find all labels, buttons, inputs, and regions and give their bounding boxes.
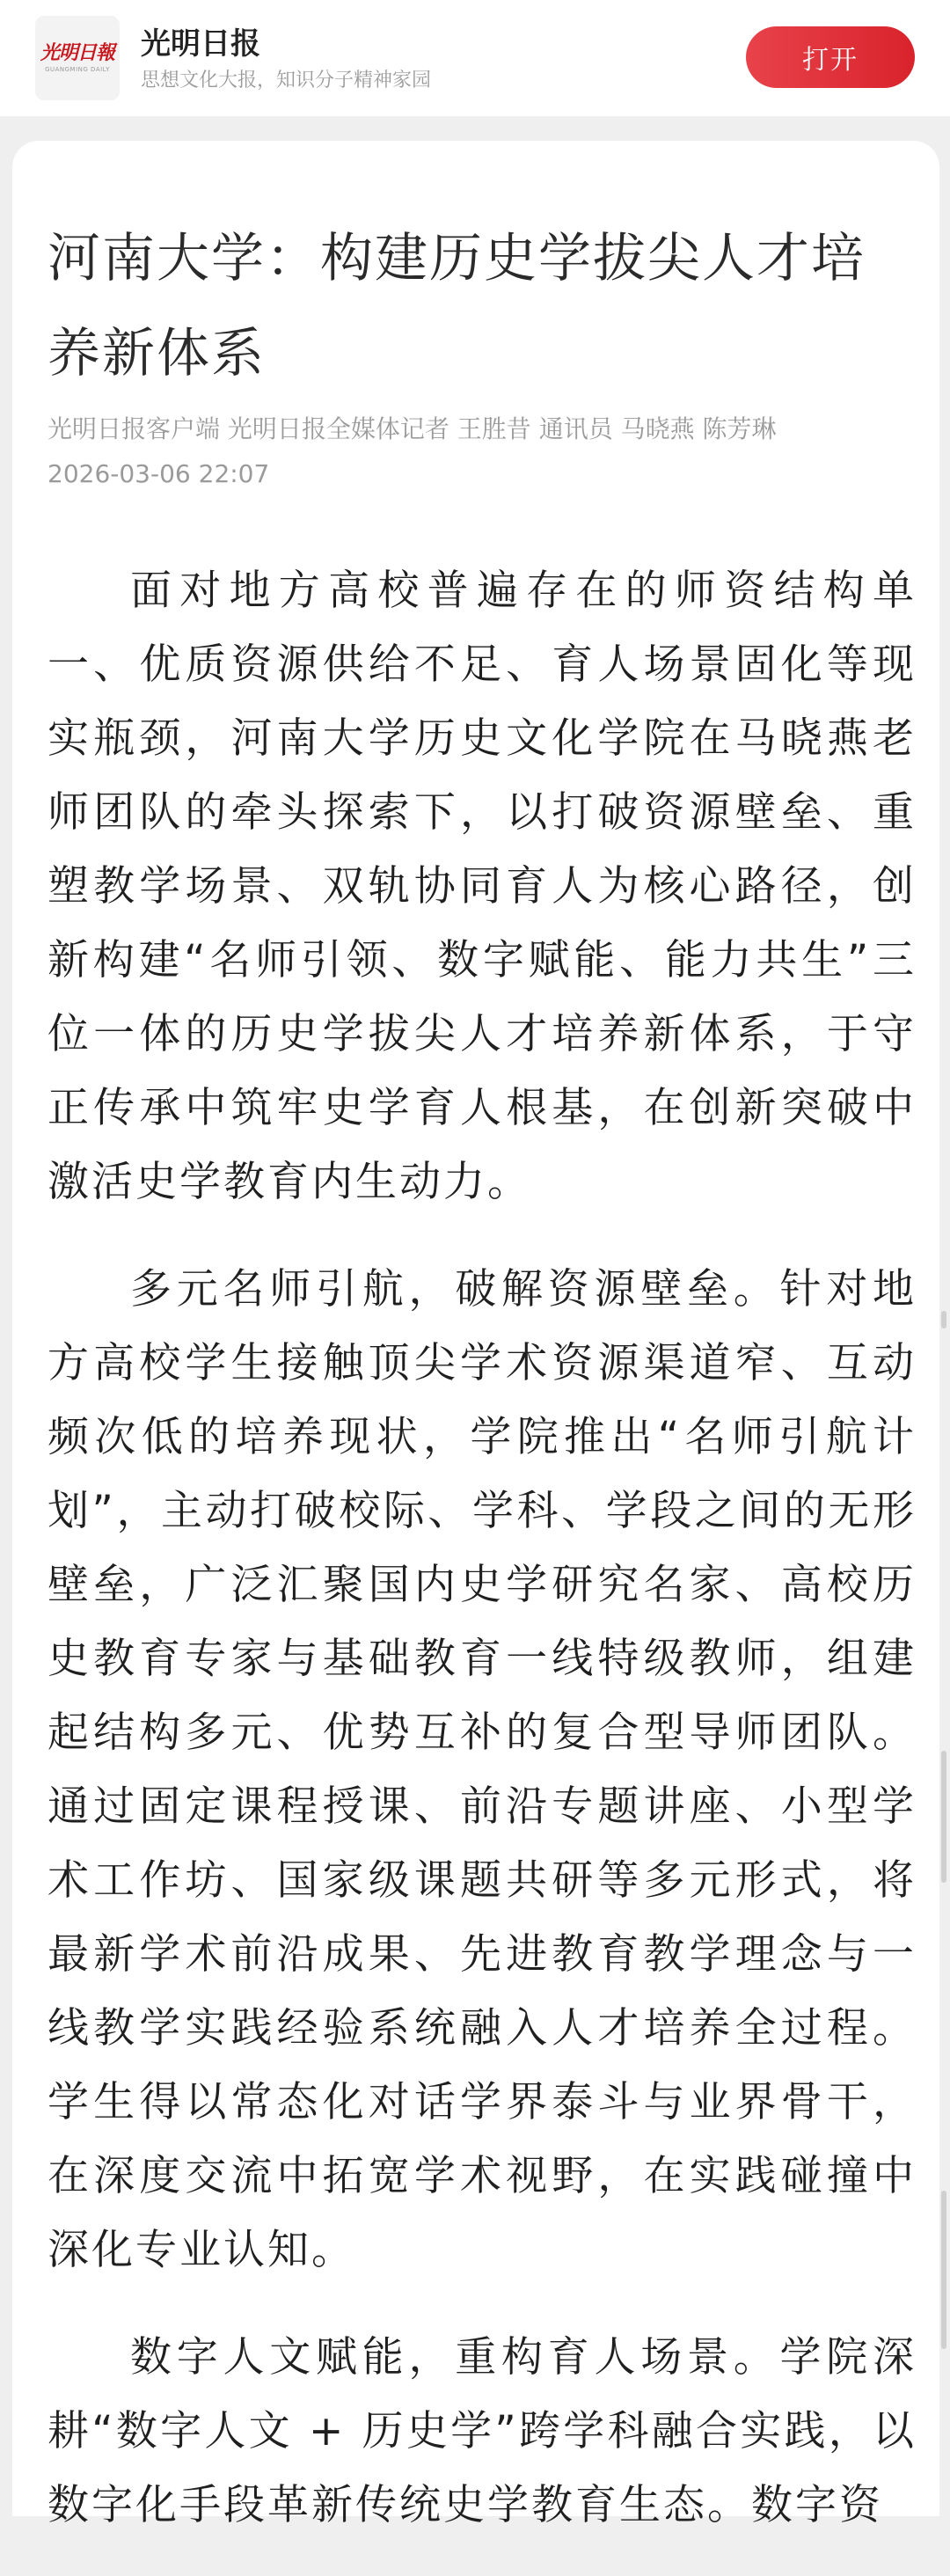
logo-subtext: GUANGMING DAILY [45, 66, 110, 73]
logo-mark: 光明日報 [40, 41, 114, 64]
scroll-indicator[interactable] [941, 1751, 946, 1883]
scroll-indicator[interactable] [941, 2191, 946, 2349]
article-title: 河南大学：构建历史学拔尖人才培养新体系 [48, 228, 866, 384]
article-paragraph: 面对地方高校普遍存在的师资结构单一、优质资源供给不足、育人场景固化等现实瓶颈，河南大学历史文化学院在马晓燕老师团队的牵头探索下，以打破资源壁垒、重塑教学场景、双轨协同育人为核心路径，创新构建“名师引领、数字赋能、能力共生”三位一体的历史学拔尖人才培养新体系，于守正传承中筑牢史学育人根基，在创新突破中激活史学教育内生动力。 [48, 567, 917, 1206]
app-header [0, 0, 950, 116]
article-paragraph: 多元名师引航，破解资源壁垒。针对地方高校学生接触顶尖学术资源渠道窄、互动频次低的培养现状，学院推出“名师引航计划”，主动打破校际、学科、学段之间的无形壁垒，广泛汇聚国内史学研究名家、高校历史教育专家与基础教育一线特级教师，组建起结构多元、优势互补的复合型导师团队。通过固定课程授课、前沿专题讲座、小型学术工作坊、国家级课题共研等多元形式，将最新学术前沿成果、先进教育教学理念与一线教学实践经验系统融入人才培养全过程。学生得以常态化对话学界泰斗与业界骨干，在深度交流中拓宽学术视野，在实践碰撞中深化专业认知。 [48, 1265, 917, 2274]
scroll-indicator[interactable] [941, 1311, 946, 1328]
article-card [12, 141, 939, 2529]
app-logo[interactable] [35, 16, 120, 100]
article-body [48, 554, 917, 2576]
brand-slogan: 思想文化大报，知识分子精神家园 [141, 70, 432, 91]
brand-name: 光明日报 [141, 26, 260, 62]
article-source-authors: 光明日报客户端 光明日报全媒体记者 王胜昔 通讯员 马晓燕 陈芳琳 [48, 414, 777, 443]
article-date: 2026-03-06 22:07 [48, 459, 270, 488]
open-app-button[interactable]: 打开 [746, 26, 915, 88]
article-paragraph: 数字人文赋能，重构育人场景。学院深耕“数字人文 + 历史学”跨学科融合实践，以数字化手段革新传统史学教育生态。数字资 [48, 2333, 917, 2529]
